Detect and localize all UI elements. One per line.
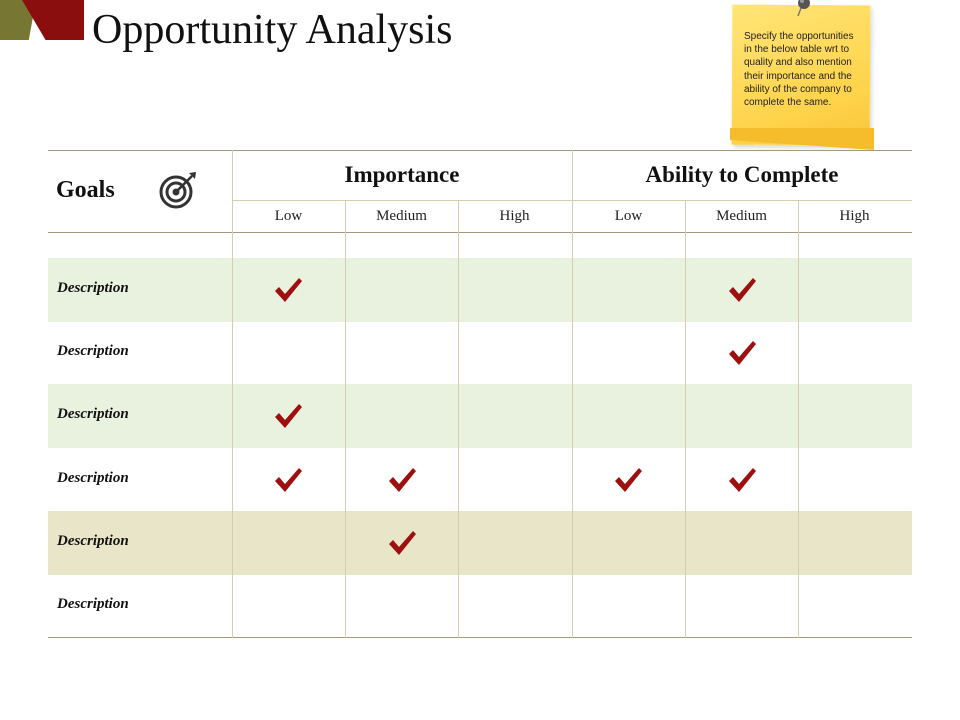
checkmark-icon — [727, 466, 757, 494]
pushpin-icon — [794, 0, 814, 18]
importance-header: Importance — [344, 162, 460, 187]
col-divider-2 — [458, 200, 459, 638]
table-bottom-border — [48, 637, 912, 638]
col-divider-5 — [798, 200, 799, 638]
subheader-ability-low: Low — [614, 208, 643, 224]
table-top-border — [48, 150, 912, 151]
checkmark-icon — [387, 529, 417, 557]
subheader-importance-low: Low — [274, 208, 303, 224]
row-label: Description — [57, 470, 129, 486]
target-icon — [158, 170, 198, 210]
checkmark-icon — [273, 402, 303, 430]
goals-header: Goals — [56, 177, 115, 203]
header-bottom-border — [48, 232, 912, 233]
subheader-importance-high: High — [499, 208, 530, 224]
subheader-importance-medium: Medium — [376, 208, 427, 224]
row-label: Description — [57, 533, 129, 549]
row-label: Description — [57, 406, 129, 422]
row-label: Description — [57, 343, 129, 359]
subheader-ability-medium: Medium — [716, 208, 767, 224]
ability-header: Ability to Complete — [645, 162, 839, 187]
subheader-ability-high: High — [839, 208, 870, 224]
checkmark-icon — [727, 276, 757, 304]
checkmark-icon — [273, 466, 303, 494]
page-title: Opportunity Analysis — [92, 7, 453, 53]
col-divider-4 — [685, 200, 686, 638]
sticky-note-text: Specify the opportunities in the below table wrt to quality and also mention their importance and the ability of the company to complete the same. — [744, 31, 854, 109]
row-band-5 — [48, 511, 912, 575]
row-band-1 — [48, 258, 912, 322]
checkmark-icon — [273, 276, 303, 304]
col-divider-1 — [345, 200, 346, 638]
checkmark-icon — [613, 466, 643, 494]
row-label: Description — [57, 596, 129, 612]
opportunity-table — [48, 150, 912, 638]
row-label: Description — [57, 280, 129, 296]
row-band-3 — [48, 384, 912, 448]
checkmark-icon — [387, 466, 417, 494]
sticky-note-curl — [730, 128, 874, 150]
checkmark-icon — [727, 339, 757, 367]
